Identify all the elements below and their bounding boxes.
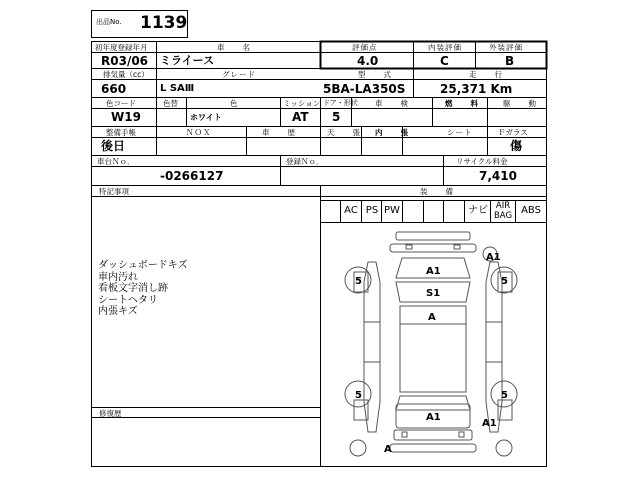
mark-roof: A [428, 312, 436, 323]
value-displacement: 660 [101, 82, 127, 96]
value-grade: L SAⅢ [160, 83, 195, 94]
value-manual: 後日 [101, 139, 126, 153]
mark-rear-right: A1 [482, 418, 497, 429]
lot-number: 1139 [140, 13, 188, 33]
front-lights-shape [390, 244, 476, 252]
header-recycle: リサイクル料金 [456, 157, 508, 166]
value-color: ホワイト [190, 113, 222, 122]
header-glass: Ｆガラス [498, 128, 528, 137]
header-inner: 内 張 [375, 128, 409, 137]
value-exterior: B [505, 54, 515, 68]
value-first-reg: R03/06 [101, 54, 149, 68]
header-exterior: 外装評価 [489, 43, 523, 52]
value-model: 5BA-LA350S [323, 82, 406, 96]
header-interior: 内装評価 [428, 43, 462, 52]
rear-bumper-shape [390, 444, 476, 452]
mark-hood-top: A1 [486, 252, 501, 263]
header-repair: 修復歴 [99, 409, 122, 418]
note-line: シートヘタリ [98, 294, 158, 306]
header-doors: ドア・形状 [323, 99, 358, 107]
header-reg-no: 登録Ｎｏ． [286, 157, 324, 166]
header-color-code: 色コード [106, 99, 136, 108]
header-mileage: 走 行 [469, 70, 503, 79]
header-manual: 整備手帳 [106, 128, 136, 137]
header-nox: ＮＯＸ [186, 128, 212, 137]
mark-tire-rr: 5 [501, 390, 508, 401]
mark-hood: A1 [426, 266, 441, 277]
header-fuel: 燃 料 [445, 99, 479, 108]
header-equipment: 装 備 [420, 187, 454, 196]
rear-window-shape [396, 396, 470, 410]
value-chassis: -0266127 [160, 169, 224, 183]
equipment-pw: PW [384, 205, 400, 216]
header-drive: 駆 動 [503, 99, 537, 108]
header-score: 評価点 [352, 43, 378, 52]
value-recycle: 7,410 [479, 169, 517, 183]
value-mileage: 25,371 Km [440, 82, 513, 96]
equipment-navi: ナビ [468, 205, 488, 216]
mark-tire-fl: 5 [355, 276, 362, 287]
header-grade: グレード [222, 70, 256, 79]
header-history: 車 歴 [262, 128, 296, 137]
note-line: 看板文字消し跡 [98, 283, 168, 294]
front-bumper-shape [396, 232, 470, 240]
lot-label: 出品No. [96, 18, 122, 26]
equipment-airbag: AIR BAG [493, 201, 513, 221]
header-model: 型 式 [358, 70, 392, 79]
header-mission: ミッション [283, 99, 321, 108]
note-line: 車内汚れ [98, 271, 138, 283]
car-diagram [320, 222, 546, 466]
value-car-name: ミライース [160, 54, 215, 67]
value-color-code: W19 [111, 110, 141, 124]
value-glass: 傷 [510, 139, 523, 153]
header-seat: シート [447, 128, 473, 137]
header-roof: 天 張 [327, 128, 361, 137]
mark-tire-fr: 5 [501, 276, 508, 287]
header-displacement: 排気量（cc） [103, 70, 149, 79]
value-mission: AT [292, 110, 309, 124]
mark-trunk: A1 [426, 412, 441, 423]
header-color: 色 [230, 99, 239, 108]
mark-tire-rl: 5 [355, 390, 362, 401]
header-car-name: 車 名 [217, 43, 251, 52]
equipment-abs: ABS [521, 205, 541, 216]
header-color-swap: 色替 [163, 99, 178, 108]
equipment-ac: AC [344, 205, 358, 216]
value-score: 4.0 [357, 54, 379, 68]
header-notes: 特記事項 [99, 187, 129, 196]
notes-list [98, 260, 298, 318]
mark-rear-left: A [384, 444, 392, 455]
mark-windshield: S1 [426, 288, 441, 299]
header-chassis: 車台Ｎｏ． [97, 157, 135, 166]
note-line: ダッシュボードキズ [98, 260, 188, 271]
header-inspection: 車 検 [375, 99, 409, 108]
value-interior: C [440, 54, 449, 68]
note-line: 内張キズ [98, 306, 138, 317]
left-side-shape [364, 262, 380, 432]
value-doors: 5 [332, 110, 341, 124]
equipment-ps: PS [365, 205, 379, 216]
header-first-reg: 初年度登録年月 [95, 43, 148, 52]
